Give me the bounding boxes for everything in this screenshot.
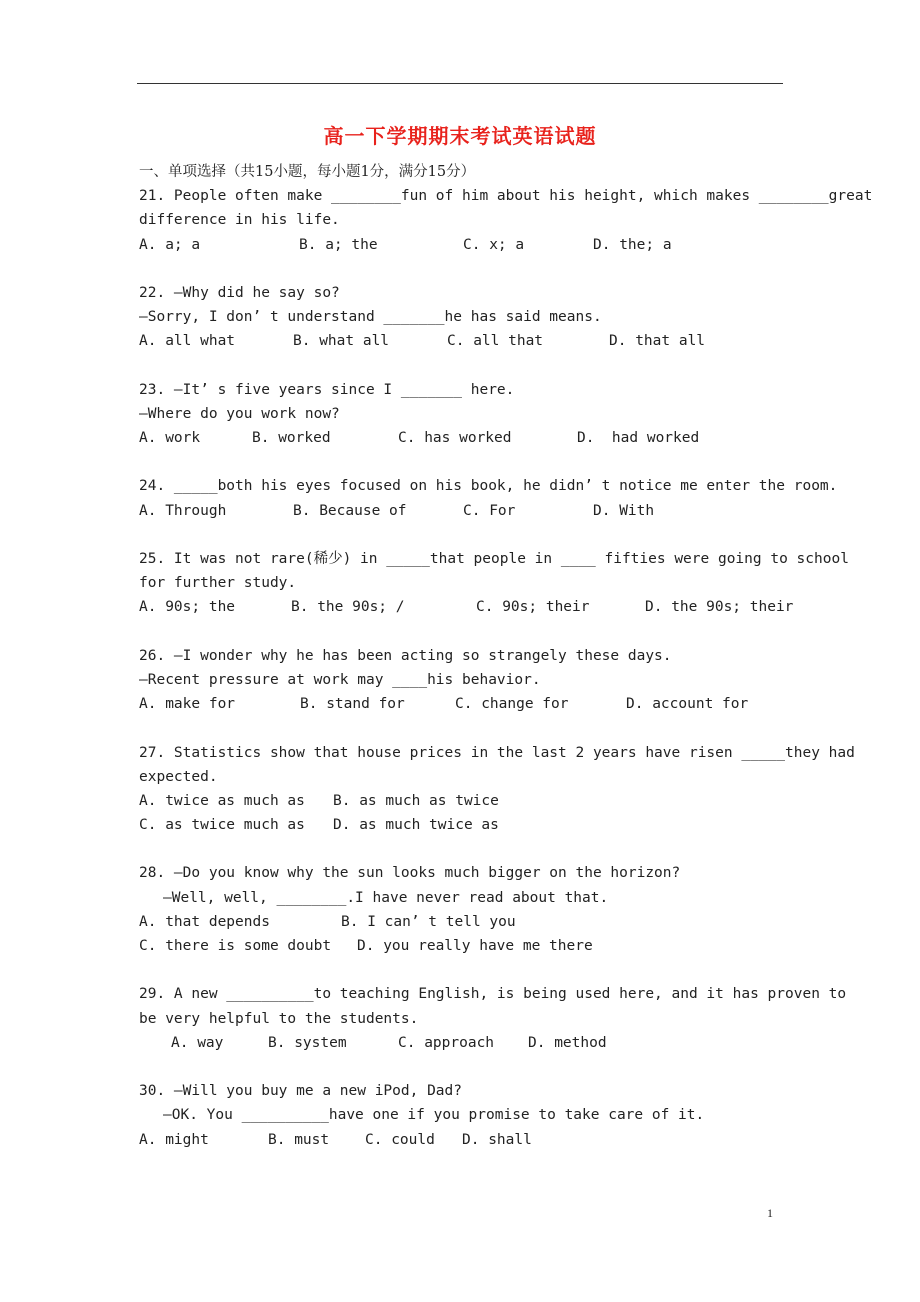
- option-a[interactable]: A. that depends: [139, 913, 270, 930]
- option-d[interactable]: D. had worked: [577, 430, 700, 447]
- answer-options: [139, 233, 839, 257]
- option-a[interactable]: A. work: [139, 430, 201, 447]
- option-a[interactable]: A. a; a: [139, 236, 201, 253]
- option-a[interactable]: A. might: [139, 1131, 209, 1148]
- answer-options: [139, 499, 839, 523]
- question-28: [139, 861, 839, 958]
- question-stem: 24. _____both his eyes focused on his book, he didn’ t notice me enter the room.: [139, 478, 838, 495]
- question-stem: be very helpful to the students.: [139, 1010, 419, 1027]
- question-stem: 30. —Will you buy me a new iPod, Dad?: [139, 1083, 463, 1100]
- option-c[interactable]: C. change for: [455, 696, 569, 713]
- answer-options: [139, 426, 839, 450]
- option-b[interactable]: B. the 90s; /: [291, 599, 405, 616]
- answer-options: [139, 934, 839, 958]
- option-b[interactable]: B. a; the: [299, 236, 378, 253]
- option-b[interactable]: B. as much as twice: [333, 792, 499, 809]
- option-c[interactable]: C. 90s; their: [476, 599, 590, 616]
- section-heading: 一、单项选择（共15小题，每小题1分，满分15分）: [139, 164, 476, 180]
- option-b[interactable]: B. stand for: [300, 696, 405, 713]
- option-b[interactable]: B. what all: [293, 333, 390, 350]
- option-b[interactable]: B. Because of: [293, 502, 407, 519]
- question-stem: 26. —I wonder why he has been acting so strangely these days.: [139, 647, 672, 664]
- option-a[interactable]: A. twice as much as: [139, 792, 305, 809]
- question-stem: —Well, well, ________.I have never read about that.: [163, 889, 609, 906]
- option-d[interactable]: D. that all: [609, 333, 706, 350]
- answer-options: [139, 595, 839, 619]
- question-23: [139, 378, 839, 451]
- question-stem: 23. —It’ s five years since I _______ here.: [139, 381, 515, 398]
- question-stem: difference in his life.: [139, 212, 340, 229]
- answer-options: [139, 789, 839, 813]
- option-a[interactable]: A. Through: [139, 502, 227, 519]
- question-stem: —Recent pressure at work may ____his behavior.: [139, 671, 541, 688]
- answer-options: [139, 1031, 839, 1055]
- option-b[interactable]: B. worked: [252, 430, 331, 447]
- question-stem: expected.: [139, 768, 218, 785]
- page-title: 高一下学期期末考试英语试题: [323, 124, 597, 148]
- answer-options: [139, 813, 839, 837]
- answer-options: [139, 1128, 839, 1152]
- option-b[interactable]: B. I can’ t tell you: [341, 913, 516, 930]
- option-d[interactable]: D. you really have me there: [357, 938, 593, 954]
- option-c[interactable]: C. all that: [447, 333, 544, 350]
- option-a[interactable]: A. way: [171, 1034, 224, 1051]
- option-c[interactable]: C. approach: [398, 1034, 495, 1051]
- exam-content: [139, 160, 873, 1152]
- option-d[interactable]: D. account for: [626, 696, 749, 713]
- option-c[interactable]: C. as twice much as: [139, 817, 305, 834]
- question-stem: —Sorry, I don’ t understand _______he has said means.: [139, 309, 602, 326]
- option-c[interactable]: C. there is some doubt: [139, 938, 332, 954]
- question-22: [139, 281, 839, 354]
- question-25: [139, 547, 849, 620]
- option-c[interactable]: C. x; a: [463, 236, 525, 253]
- page-number: 1: [767, 1206, 773, 1220]
- question-21: [139, 184, 873, 257]
- question-stem: 29. A new __________to teaching English, is being used here, and it has proven to: [139, 986, 847, 1003]
- option-d[interactable]: D. With: [593, 502, 655, 519]
- question-stem: for further study.: [139, 575, 297, 592]
- option-c[interactable]: C. For: [463, 502, 516, 519]
- question-30: [139, 1079, 839, 1152]
- answer-options: [139, 329, 839, 353]
- answer-options: [139, 692, 839, 716]
- option-d[interactable]: D. shall: [462, 1131, 532, 1148]
- question-stem: 28. —Do you know why the sun looks much bigger on the horizon?: [139, 865, 681, 882]
- option-d[interactable]: D. method: [528, 1034, 607, 1051]
- question-stem: 22. —Why did he say so?: [139, 284, 340, 301]
- question-stem: 25. It was not rare(稀少) in _____that people in ____ fifties were going to school: [139, 551, 849, 567]
- option-a[interactable]: A. make for: [139, 696, 236, 713]
- option-d[interactable]: D. the; a: [593, 236, 672, 253]
- option-d[interactable]: D. the 90s; their: [645, 599, 794, 616]
- question-stem: 27. Statistics show that house prices in the last 2 years have risen _____they had: [139, 744, 855, 761]
- option-c[interactable]: C. has worked: [398, 430, 512, 447]
- option-b[interactable]: B. system: [268, 1034, 347, 1051]
- option-a[interactable]: A. all what: [139, 333, 236, 350]
- answer-options: [139, 910, 839, 934]
- question-stem: —Where do you work now?: [139, 405, 340, 422]
- question-24: [139, 474, 839, 522]
- option-b[interactable]: B. must: [268, 1131, 330, 1148]
- question-26: [139, 644, 839, 717]
- question-29: [139, 982, 847, 1055]
- header-rule: [137, 83, 783, 84]
- option-a[interactable]: A. 90s; the: [139, 599, 236, 616]
- question-27: [139, 741, 855, 838]
- option-c[interactable]: C. could: [365, 1131, 435, 1148]
- question-stem: 21. People often make ________fun of him about his height, which makes ________great: [139, 188, 873, 205]
- question-stem: —OK. You __________have one if you promise to take care of it.: [163, 1107, 705, 1124]
- option-d[interactable]: D. as much twice as: [333, 817, 499, 834]
